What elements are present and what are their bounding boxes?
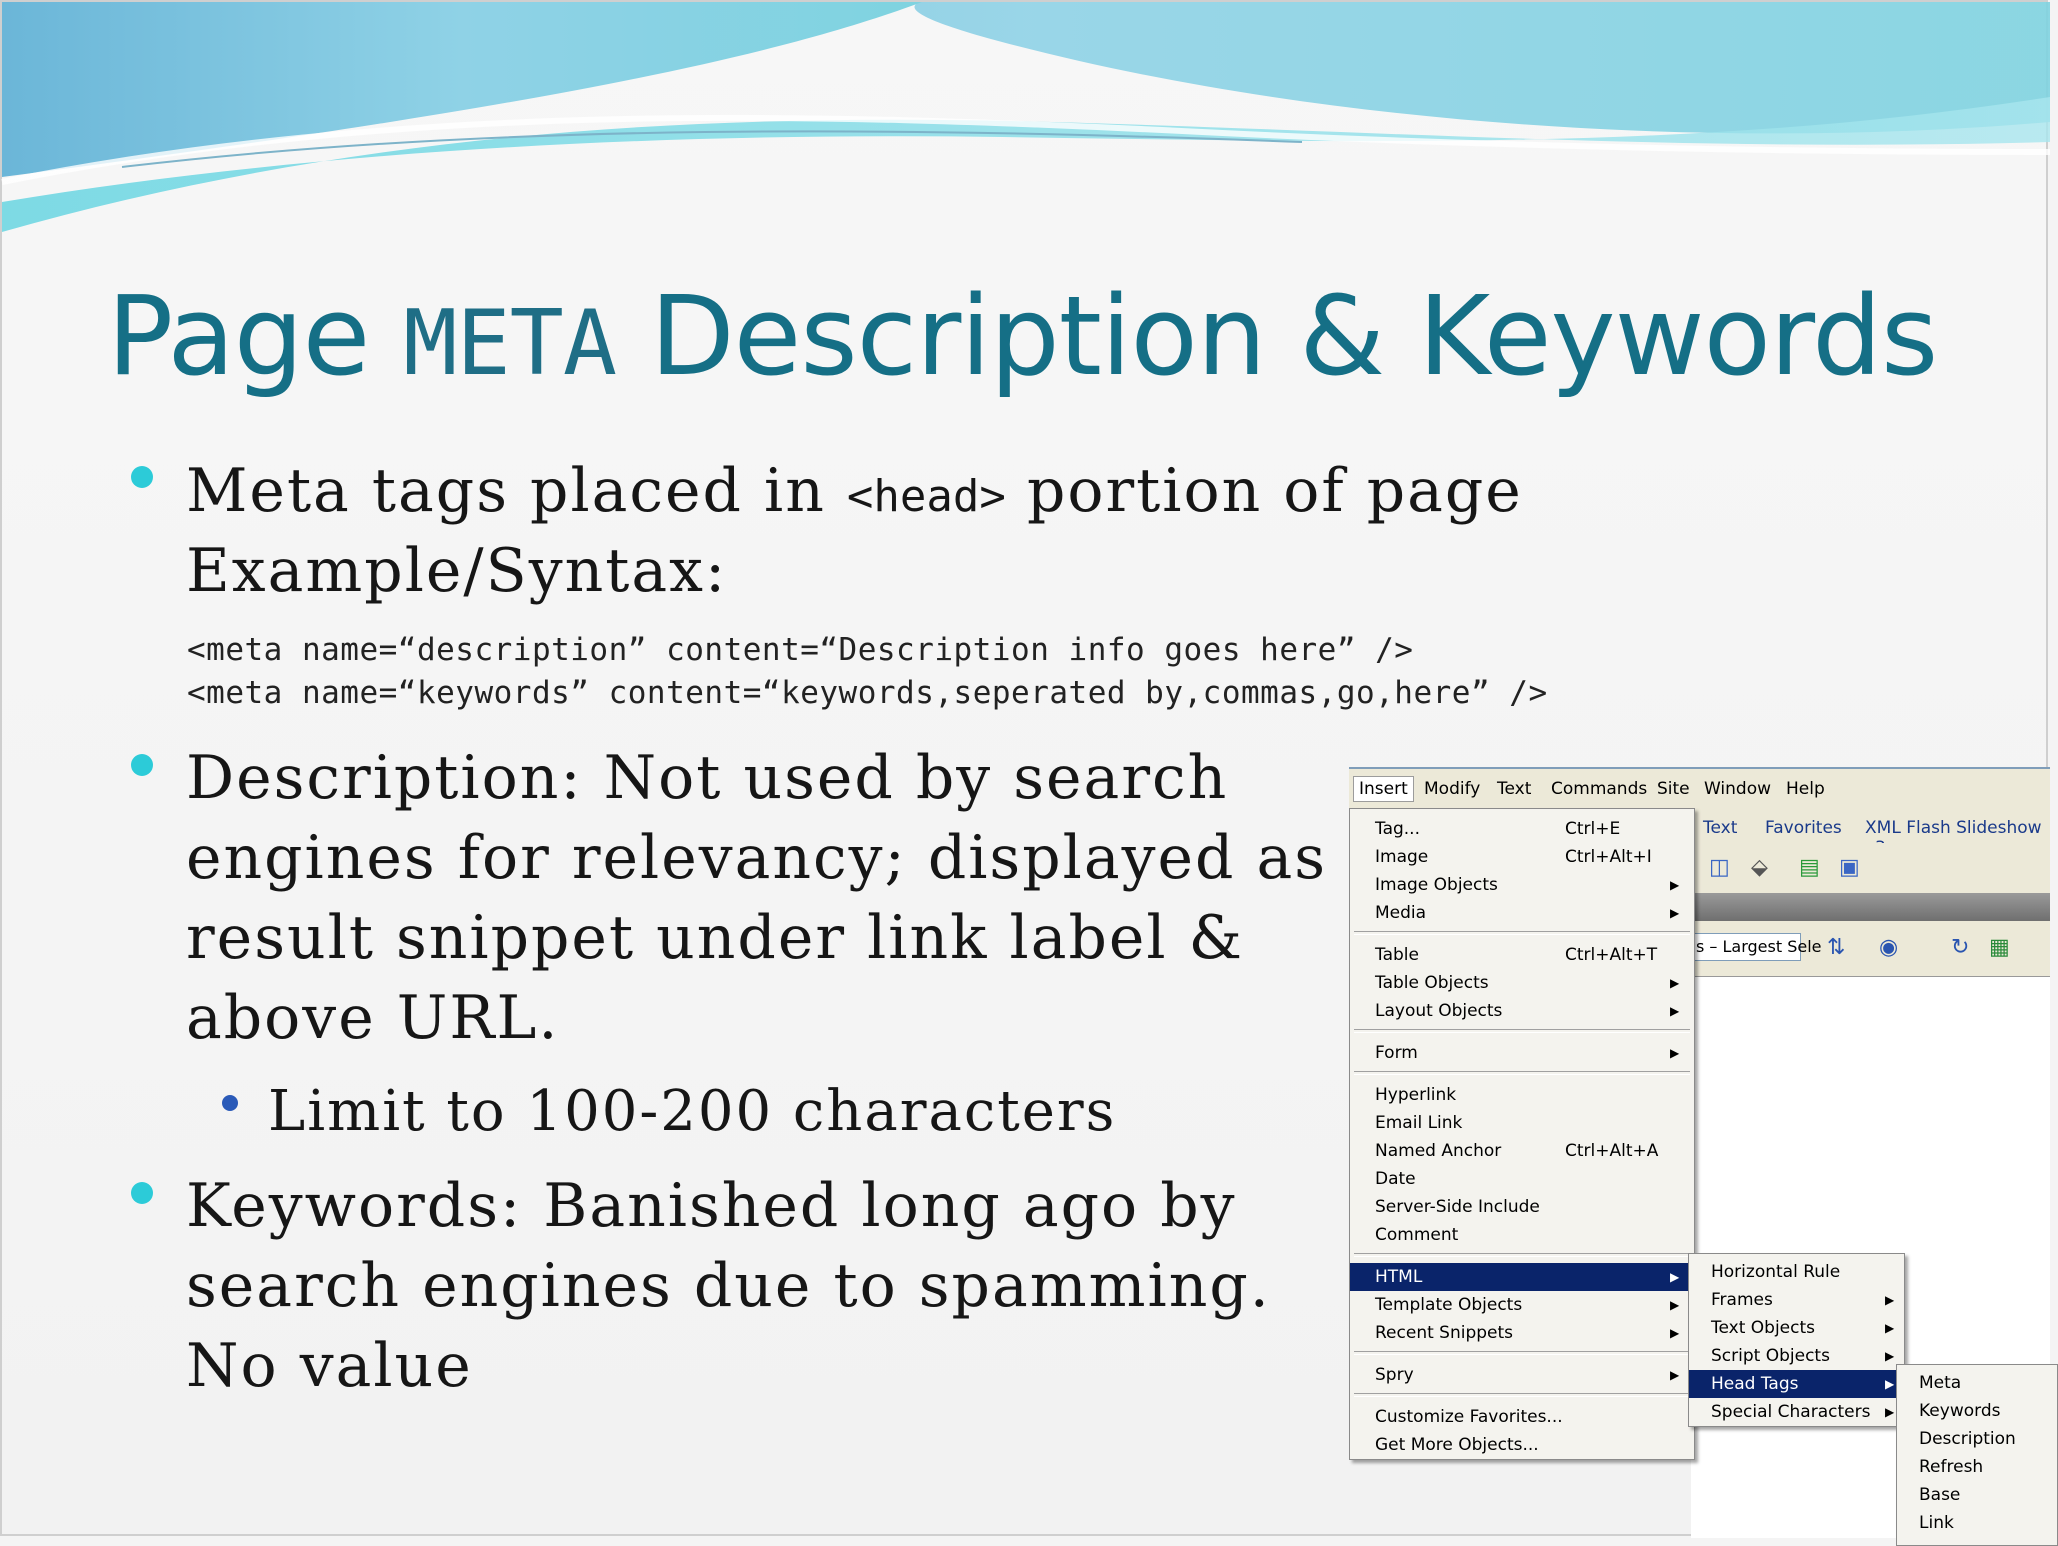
submenu-arrow-icon: ▶	[1670, 878, 1680, 892]
head-tags-item-keywords[interactable]	[1897, 1397, 2057, 1425]
template-icon[interactable]: ▤	[1799, 855, 1820, 880]
document-titlebar	[1691, 893, 2050, 921]
date-icon[interactable]: ⬙	[1751, 855, 1768, 880]
submenu-arrow-icon: ▶	[1670, 976, 1680, 990]
menu-item-label: Named Anchor	[1375, 1141, 1502, 1161]
menu-item-label: Layout Objects	[1375, 1001, 1503, 1021]
menu-item-label: Comment	[1375, 1225, 1459, 1245]
insert-menu-item-hyperlink[interactable]	[1350, 1081, 1694, 1109]
insert-menu-item-comment[interactable]	[1350, 1221, 1694, 1249]
html-submenu-item-special-characters[interactable]	[1689, 1398, 1904, 1426]
html-submenu	[1688, 1253, 1905, 1427]
menu-item-label: Get More Objects...	[1375, 1435, 1539, 1455]
html-submenu-item-script-objects[interactable]	[1689, 1342, 1904, 1370]
bullet-dot	[131, 754, 153, 776]
menu-item-shortcut: Ctrl+Alt+A	[1565, 1141, 1659, 1161]
menu-item-label: Refresh	[1919, 1457, 1984, 1477]
submenu-arrow-icon: ▶	[1670, 1004, 1680, 1018]
submenu-arrow-icon: ▶	[1885, 1293, 1895, 1307]
bullet3-line: Keywords: Banished long ago by	[186, 1171, 1237, 1241]
menu-item-label: Script Objects	[1711, 1346, 1830, 1366]
insert-menu-item-table-objects[interactable]	[1350, 969, 1694, 997]
menu-item-label: Description	[1919, 1429, 2016, 1449]
menu-item-label: Frames	[1711, 1290, 1773, 1310]
head-tags-item-description[interactable]	[1897, 1425, 2057, 1453]
insert-menu-item-image-objects[interactable]	[1350, 871, 1694, 899]
insert-menu-item-table[interactable]	[1350, 941, 1694, 969]
menu-item-label: Media	[1375, 903, 1427, 923]
menu-item-label: Recent Snippets	[1375, 1323, 1514, 1343]
menu-item-label: HTML	[1375, 1267, 1423, 1287]
menu-insert[interactable]: Insert	[1353, 776, 1414, 802]
header-wave-decoration	[2, 2, 2050, 242]
menu-item-label: Head Tags	[1711, 1374, 1799, 1394]
menu-item-label: Tag...	[1375, 819, 1420, 839]
bullet1-line2: Example/Syntax:	[186, 536, 728, 606]
menu-item-shortcut: Ctrl+Alt+T	[1565, 945, 1658, 965]
menu-item-label: Horizontal Rule	[1711, 1262, 1841, 1282]
menu-item-label: Table Objects	[1375, 973, 1489, 993]
bullet3-line: No value	[186, 1331, 473, 1401]
title-meta-code: META	[403, 291, 617, 396]
submenu-arrow-icon: ▶	[1670, 906, 1680, 920]
menu-item-label: Image Objects	[1375, 875, 1498, 895]
menu-separator	[1354, 1029, 1690, 1033]
insert-bar-tabs	[1691, 811, 2050, 844]
insert-menu	[1349, 808, 1695, 1460]
tab-xml-flash-slideshow[interactable]: XML Flash Slideshow	[1865, 818, 2042, 838]
head-tags-item-link[interactable]	[1897, 1509, 2057, 1537]
menu-separator	[1354, 1071, 1690, 1075]
view-options-icon[interactable]: ▦	[1989, 935, 2010, 960]
html-submenu-item-horizontal-rule[interactable]	[1689, 1258, 1904, 1286]
submenu-arrow-icon: ▶	[1670, 1298, 1680, 1312]
menu-item-label: Template Objects	[1375, 1295, 1523, 1315]
bullet-dot	[131, 1182, 153, 1204]
dreamweaver-screenshot	[1349, 767, 2050, 1538]
menu-item-shortcut: Ctrl+Alt+I	[1565, 847, 1652, 867]
menu-item-label: Form	[1375, 1043, 1418, 1063]
menu-window[interactable]: Window	[1704, 779, 1772, 799]
menu-item-label: Text Objects	[1711, 1318, 1816, 1338]
menu-separator	[1354, 1351, 1690, 1355]
submenu-arrow-icon: ▶	[1885, 1349, 1895, 1363]
code-line-2: <meta name=“keywords” content=“keywords,seperated by,commas,go,here” />	[187, 675, 1548, 711]
insert-menu-item-image[interactable]	[1350, 843, 1694, 871]
menu-help[interactable]: Help	[1786, 779, 1825, 799]
title-select[interactable]: s – Largest Sele	[1691, 933, 1801, 961]
html-submenu-item-frames[interactable]	[1689, 1286, 1904, 1314]
insert-menu-item-spry[interactable]	[1350, 1361, 1694, 1389]
title-text-1: Page	[107, 272, 404, 400]
insert-menu-item-tag[interactable]	[1350, 815, 1694, 843]
submenu-arrow-icon: ▶	[1670, 1270, 1680, 1284]
insert-menu-item-named-anchor[interactable]	[1350, 1137, 1694, 1165]
tag-chooser-icon[interactable]: ▣	[1839, 855, 1860, 880]
submenu-arrow-icon: ▶	[1670, 1368, 1680, 1382]
menu-item-label: Hyperlink	[1375, 1085, 1457, 1105]
submenu-arrow-icon: ▶	[1885, 1405, 1895, 1419]
sub-bullet-dot	[222, 1095, 238, 1111]
bullet2-line: engines for relevancy; displayed as	[186, 823, 1328, 893]
insert-menu-item-date[interactable]	[1350, 1165, 1694, 1193]
insert-menu-item-template-objects[interactable]	[1350, 1291, 1694, 1319]
insert-menu-item-customize-favorites[interactable]	[1350, 1403, 1694, 1431]
bullet3-line: search engines due to spamming.	[186, 1251, 1271, 1321]
insert-menu-item-form[interactable]	[1350, 1039, 1694, 1067]
menu-item-label: Keywords	[1919, 1401, 2001, 1421]
bullet1-line1	[186, 451, 1523, 537]
insert-menu-item-email-link[interactable]	[1350, 1109, 1694, 1137]
menu-item-label: Server-Side Include	[1375, 1197, 1540, 1217]
insert-menu-item-recent-snippets[interactable]	[1350, 1319, 1694, 1347]
menu-item-label: Email Link	[1375, 1113, 1463, 1133]
head-tags-item-refresh[interactable]	[1897, 1453, 2057, 1481]
menu-site[interactable]: Site	[1657, 779, 1690, 799]
menu-text[interactable]: Text	[1497, 779, 1532, 799]
preview-globe-icon[interactable]: ◉	[1879, 935, 1899, 960]
html-submenu-item-text-objects[interactable]	[1689, 1314, 1904, 1342]
bullet2-line: Description: Not used by search	[186, 743, 1229, 813]
sub-bullet-text: Limit to 100-200 characters	[268, 1079, 1117, 1144]
menu-item-shortcut: Ctrl+E	[1565, 819, 1621, 839]
file-management-icon[interactable]: ⇅	[1827, 935, 1846, 960]
menu-item-label: Customize Favorites...	[1375, 1407, 1563, 1427]
submenu-arrow-icon: ▶	[1670, 1326, 1680, 1340]
menu-item-label: Table	[1375, 945, 1419, 965]
menu-item-label: Base	[1919, 1485, 1961, 1505]
tab-text[interactable]: Text	[1703, 818, 1738, 838]
insert-menu-item-media[interactable]	[1350, 899, 1694, 927]
menu-item-label: Spry	[1375, 1365, 1414, 1385]
insert-menu-item-server-side-include[interactable]	[1350, 1193, 1694, 1221]
code-line-1: <meta name=“description” content=“Description info goes here” />	[187, 632, 1414, 668]
head-tags-item-base[interactable]	[1897, 1481, 2057, 1509]
submenu-arrow-icon: ▶	[1885, 1377, 1895, 1391]
bullet-dot	[131, 466, 153, 488]
menu-separator	[1354, 1393, 1690, 1397]
title-text-2: Description & Keywords	[616, 272, 1938, 400]
tab-favorites[interactable]: Favorites	[1765, 818, 1842, 838]
html-submenu-item-head-tags[interactable]	[1689, 1370, 1904, 1398]
insert-toolbar	[1691, 843, 2050, 893]
bullet1-text-b: portion of page	[1005, 456, 1523, 526]
menu-item-label: Date	[1375, 1169, 1416, 1189]
menu-item-label: Link	[1919, 1513, 1954, 1533]
bullet1-text-a: Meta tags placed in	[186, 456, 847, 526]
menu-item-label: Image	[1375, 847, 1429, 867]
menu-bar	[1349, 767, 2050, 811]
menu-modify[interactable]: Modify	[1424, 779, 1481, 799]
submenu-arrow-icon: ▶	[1670, 1046, 1680, 1060]
bullet2-line: result snippet under link label &	[186, 903, 1245, 973]
submenu-arrow-icon: ▶	[1885, 1321, 1895, 1335]
menu-separator	[1354, 931, 1690, 935]
menu-item-label: Special Characters	[1711, 1402, 1871, 1422]
bullet2-line: above URL.	[186, 983, 560, 1053]
slide-title	[107, 272, 1937, 400]
head-tags-submenu	[1896, 1364, 2058, 1546]
menu-commands[interactable]: Commands	[1551, 779, 1648, 799]
insert-menu-item-html[interactable]	[1350, 1263, 1694, 1291]
refresh-icon[interactable]: ↻	[1951, 935, 1970, 960]
head-tag-code: <head>	[846, 471, 1006, 522]
insert-menu-item-layout-objects[interactable]	[1350, 997, 1694, 1025]
insert-menu-item-get-more-objects[interactable]	[1350, 1431, 1694, 1459]
menu-separator	[1354, 1253, 1690, 1257]
media-icon[interactable]: ◫	[1709, 855, 1730, 880]
menu-item-label: Meta	[1919, 1373, 1962, 1393]
head-tags-item-meta[interactable]	[1897, 1369, 2057, 1397]
